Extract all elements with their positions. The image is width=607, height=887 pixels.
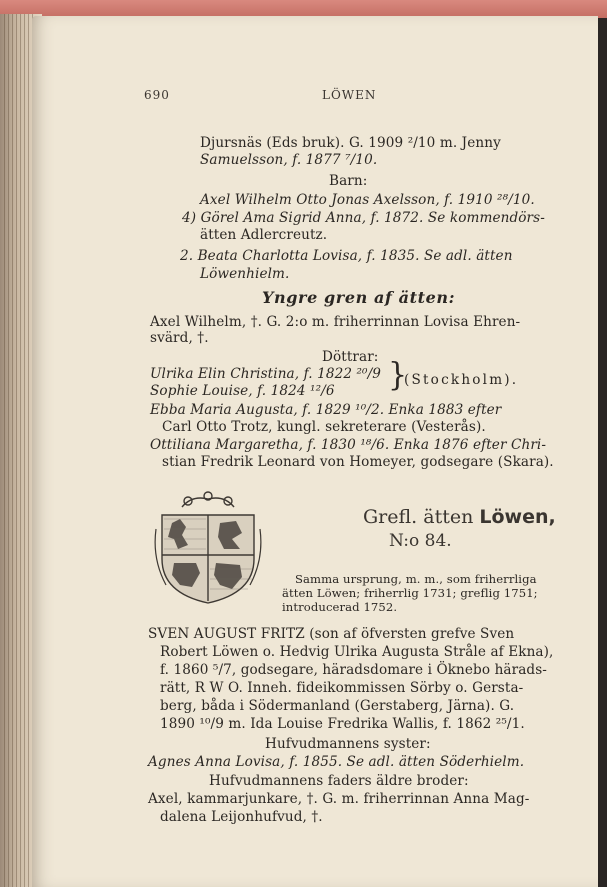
entry-line: Agnes Anna Lovisa, f. 1855. Se adl. ätten Söderhielm. [148, 754, 525, 770]
entry-line: Samuelsson, f. 1877 ⁷/10. [200, 152, 378, 168]
family-note: introducerad 1752. [282, 600, 398, 614]
family-note: ätten Löwen; friherrlig 1731; greflig 1751; [282, 586, 538, 600]
entry-line: Löwenhielm. [200, 266, 290, 282]
entry-line: SVEN AUGUST FRITZ (son af öfversten grefve Sven [148, 626, 515, 642]
entry-line: f. 1860 ⁵/7, godsegare, häradsdomare i Öknebo härads- [160, 662, 547, 678]
location-note: (Stockholm). [404, 372, 519, 388]
entry-line: stian Fredrik Leonard von Homeyer, godsegare (Skara). [162, 454, 554, 470]
entry-line: 1890 ¹⁰/9 m. Ida Louise Fredrika Wallis, f. 1862 ²⁵/1. [160, 716, 525, 732]
entry-line: ätten Adlercreutz. [200, 227, 328, 243]
running-title: LÖWEN [322, 88, 377, 102]
entry-line: dalena Leijonhufvud, †. [160, 809, 323, 825]
family-number: N:o 84. [389, 531, 452, 551]
entry-line: Axel, kammarjunkare, †. G. m. friherrinnan Anna Mag- [148, 791, 530, 807]
page-stack-edges [4, 14, 34, 887]
entry-line: Ulrika Elin Christina, f. 1822 ²⁰/9 [150, 366, 382, 382]
entry-line: Robert Löwen o. Hedvig Ulrika Augusta Stråle af Ekna), [160, 644, 554, 660]
book-page [32, 16, 598, 887]
brace-icon: } [388, 357, 408, 394]
entry-line: Djursnäs (Eds bruk). G. 1909 ²/10 m. Jenny [200, 135, 501, 151]
entry-line: Axel Wilhelm, †. G. 2:o m. friherrinnan Lovisa Ehren- [150, 314, 521, 330]
page-number: 690 [144, 88, 170, 102]
entry-line: Ottiliana Margaretha, f. 1830 ¹⁸/6. Enka 1876 efter Chri- [150, 437, 547, 453]
entry-line: Sophie Louise, f. 1824 ¹²/6 [150, 383, 335, 399]
coat-of-arms-icon [152, 489, 264, 607]
entry-line: 2. Beata Charlotta Lovisa, f. 1835. Se adl. ätten [180, 248, 513, 264]
entry-line: 4) Görel Ama Sigrid Anna, f. 1872. Se kommendörs- [182, 210, 545, 226]
family-name: Löwen, [479, 506, 556, 528]
sister-label: Hufvudmannens syster: [265, 736, 431, 752]
entry-line: rätt, R W O. Inneh. fideikommissen Sörby o. Gersta- [160, 680, 524, 696]
brother-label: Hufvudmannens faders äldre broder: [209, 773, 469, 789]
daughters-label: Döttrar: [322, 349, 379, 365]
entry-line: Ebba Maria Augusta, f. 1829 ¹⁰/2. Enka 1883 efter [150, 402, 502, 418]
entry-line: berg, båda i Södermanland (Gerstaberg, Järna). G. [160, 698, 515, 714]
section-heading: Yngre gren af ätten: [262, 288, 456, 307]
family-title [363, 506, 556, 528]
family-note: Samma ursprung, m. m., som friherrliga [295, 572, 537, 586]
entry-line: Axel Wilhelm Otto Jonas Axelsson, f. 1910 ²⁸/10. [200, 192, 535, 208]
family-title-prefix: Grefl. ätten [363, 506, 480, 528]
children-label: Barn: [329, 173, 368, 189]
entry-line: svärd, †. [150, 330, 209, 346]
entry-line: Carl Otto Trotz, kungl. sekreterare (Vesterås). [162, 419, 486, 435]
